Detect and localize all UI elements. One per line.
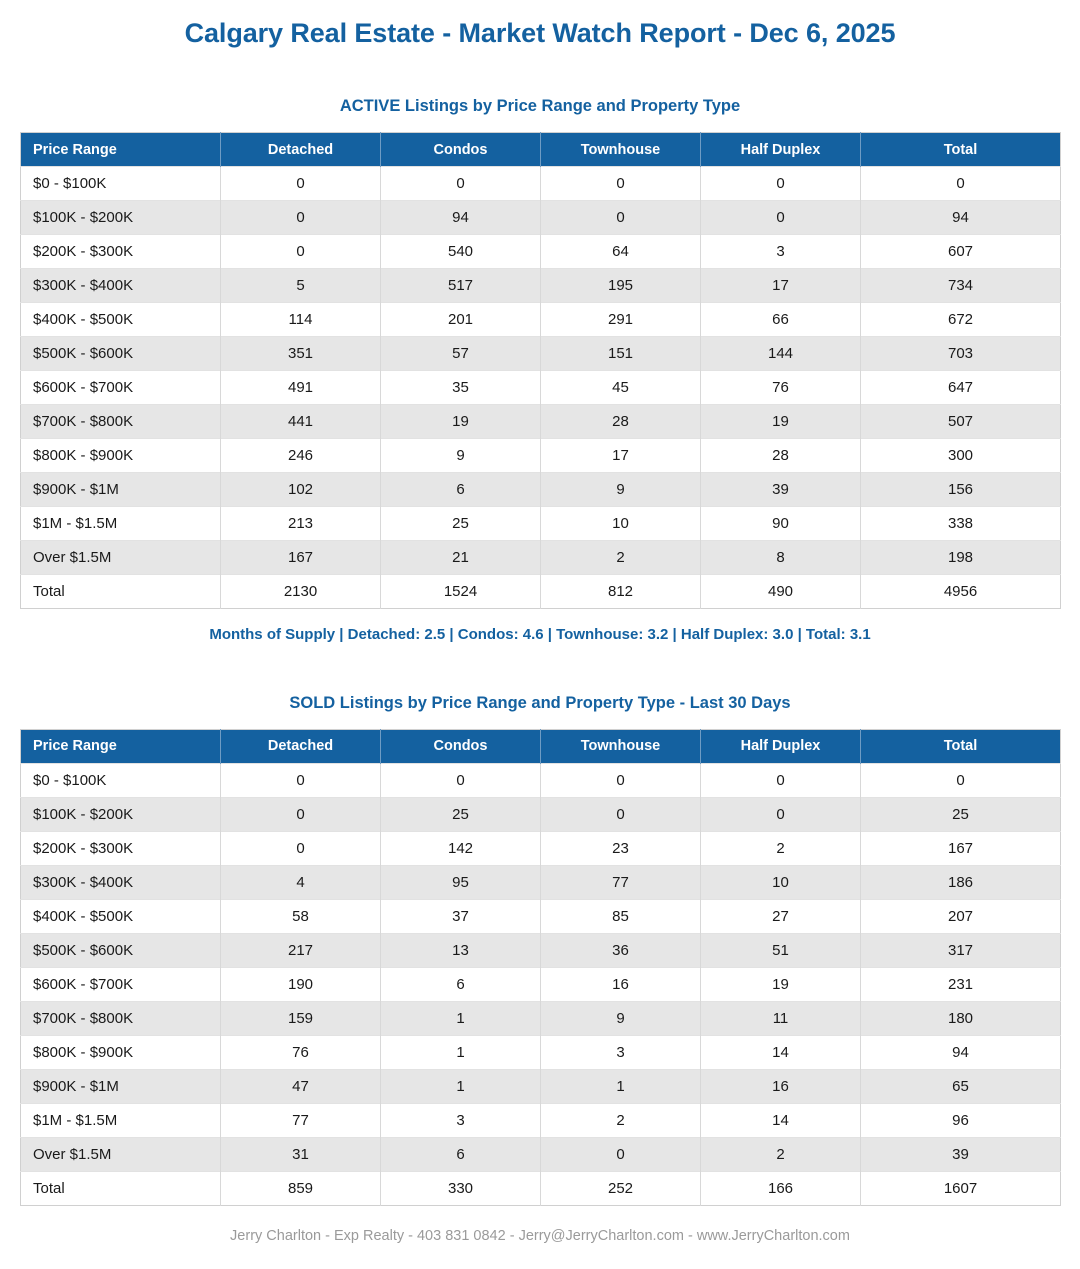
cell-condos: 1 xyxy=(381,1001,541,1035)
table-header-row xyxy=(21,729,1061,763)
cell-price-range: Total xyxy=(21,1171,221,1205)
cell-total: 0 xyxy=(861,763,1061,797)
cell-townhouse: 28 xyxy=(541,405,701,439)
table-row xyxy=(21,337,1061,371)
page-title: Calgary Real Estate - Market Watch Report - Dec 6, 2025 xyxy=(184,18,896,48)
cell-total: 734 xyxy=(861,269,1061,303)
sold-table-container xyxy=(0,729,1080,1206)
cell-half-duplex: 0 xyxy=(701,201,861,235)
cell-detached: 77 xyxy=(221,1103,381,1137)
cell-price-range: $1M - $1.5M xyxy=(21,1103,221,1137)
cell-price-range: Total xyxy=(21,575,221,609)
column-header-total: Total xyxy=(861,133,1061,167)
cell-townhouse: 0 xyxy=(541,167,701,201)
cell-townhouse: 16 xyxy=(541,967,701,1001)
cell-condos: 95 xyxy=(381,865,541,899)
cell-total: 198 xyxy=(861,541,1061,575)
active-table-body xyxy=(21,167,1061,609)
cell-total: 25 xyxy=(861,797,1061,831)
column-header-total: Total xyxy=(861,729,1061,763)
cell-detached: 0 xyxy=(221,763,381,797)
table-total-row xyxy=(21,575,1061,609)
cell-half-duplex: 16 xyxy=(701,1069,861,1103)
cell-half-duplex: 3 xyxy=(701,235,861,269)
active-table-head xyxy=(21,133,1061,167)
cell-townhouse: 252 xyxy=(541,1171,701,1205)
cell-detached: 217 xyxy=(221,933,381,967)
cell-condos: 6 xyxy=(381,1137,541,1171)
cell-townhouse: 17 xyxy=(541,439,701,473)
cell-townhouse: 36 xyxy=(541,933,701,967)
table-header-row xyxy=(21,133,1061,167)
cell-detached: 213 xyxy=(221,507,381,541)
cell-townhouse: 0 xyxy=(541,1137,701,1171)
cell-townhouse: 10 xyxy=(541,507,701,541)
cell-detached: 0 xyxy=(221,797,381,831)
cell-price-range: Over $1.5M xyxy=(21,1137,221,1171)
column-header-price-range: Price Range xyxy=(21,729,221,763)
cell-price-range: $200K - $300K xyxy=(21,235,221,269)
cell-total: 156 xyxy=(861,473,1061,507)
cell-detached: 0 xyxy=(221,235,381,269)
table-row xyxy=(21,541,1061,575)
cell-townhouse: 151 xyxy=(541,337,701,371)
cell-half-duplex: 0 xyxy=(701,797,861,831)
cell-detached: 102 xyxy=(221,473,381,507)
table-row xyxy=(21,201,1061,235)
cell-price-range: $800K - $900K xyxy=(21,439,221,473)
cell-townhouse: 0 xyxy=(541,797,701,831)
cell-total: 96 xyxy=(861,1103,1061,1137)
cell-price-range: $400K - $500K xyxy=(21,303,221,337)
table-total-row xyxy=(21,1171,1061,1205)
cell-townhouse: 23 xyxy=(541,831,701,865)
cell-detached: 47 xyxy=(221,1069,381,1103)
cell-detached: 441 xyxy=(221,405,381,439)
cell-townhouse: 64 xyxy=(541,235,701,269)
cell-total: 672 xyxy=(861,303,1061,337)
cell-price-range: $800K - $900K xyxy=(21,1035,221,1069)
cell-total: 0 xyxy=(861,167,1061,201)
cell-half-duplex: 28 xyxy=(701,439,861,473)
column-header-price-range: Price Range xyxy=(21,133,221,167)
column-header-condos: Condos xyxy=(381,729,541,763)
cell-townhouse: 85 xyxy=(541,899,701,933)
cell-half-duplex: 2 xyxy=(701,1137,861,1171)
cell-condos: 25 xyxy=(381,797,541,831)
table-row xyxy=(21,1001,1061,1035)
table-row xyxy=(21,899,1061,933)
cell-half-duplex: 76 xyxy=(701,371,861,405)
cell-price-range: $100K - $200K xyxy=(21,797,221,831)
cell-total: 703 xyxy=(861,337,1061,371)
cell-total: 231 xyxy=(861,967,1061,1001)
cell-detached: 114 xyxy=(221,303,381,337)
cell-half-duplex: 14 xyxy=(701,1035,861,1069)
cell-detached: 491 xyxy=(221,371,381,405)
cell-condos: 540 xyxy=(381,235,541,269)
cell-price-range: $200K - $300K xyxy=(21,831,221,865)
cell-condos: 201 xyxy=(381,303,541,337)
table-row xyxy=(21,303,1061,337)
column-header-condos: Condos xyxy=(381,133,541,167)
cell-total: 300 xyxy=(861,439,1061,473)
column-header-half-duplex: Half Duplex xyxy=(701,729,861,763)
sold-table-head xyxy=(21,729,1061,763)
table-row xyxy=(21,405,1061,439)
cell-half-duplex: 2 xyxy=(701,831,861,865)
column-header-detached: Detached xyxy=(221,729,381,763)
cell-condos: 1 xyxy=(381,1035,541,1069)
cell-detached: 859 xyxy=(221,1171,381,1205)
table-row xyxy=(21,439,1061,473)
cell-price-range: $0 - $100K xyxy=(21,167,221,201)
cell-price-range: $900K - $1M xyxy=(21,473,221,507)
cell-condos: 330 xyxy=(381,1171,541,1205)
cell-detached: 159 xyxy=(221,1001,381,1035)
section-spacer xyxy=(0,644,1080,694)
cell-half-duplex: 19 xyxy=(701,405,861,439)
cell-townhouse: 0 xyxy=(541,201,701,235)
cell-half-duplex: 51 xyxy=(701,933,861,967)
cell-total: 167 xyxy=(861,831,1061,865)
cell-total: 94 xyxy=(861,201,1061,235)
cell-half-duplex: 144 xyxy=(701,337,861,371)
cell-detached: 167 xyxy=(221,541,381,575)
cell-condos: 21 xyxy=(381,541,541,575)
cell-townhouse: 3 xyxy=(541,1035,701,1069)
cell-half-duplex: 17 xyxy=(701,269,861,303)
cell-price-range: $1M - $1.5M xyxy=(21,507,221,541)
cell-townhouse: 0 xyxy=(541,763,701,797)
cell-total: 207 xyxy=(861,899,1061,933)
cell-townhouse: 45 xyxy=(541,371,701,405)
table-row xyxy=(21,865,1061,899)
cell-price-range: $500K - $600K xyxy=(21,337,221,371)
table-row xyxy=(21,763,1061,797)
cell-condos: 517 xyxy=(381,269,541,303)
cell-condos: 0 xyxy=(381,167,541,201)
table-row xyxy=(21,507,1061,541)
cell-total: 607 xyxy=(861,235,1061,269)
cell-condos: 37 xyxy=(381,899,541,933)
cell-price-range: $400K - $500K xyxy=(21,899,221,933)
table-row xyxy=(21,1137,1061,1171)
cell-detached: 5 xyxy=(221,269,381,303)
cell-half-duplex: 39 xyxy=(701,473,861,507)
cell-price-range: $100K - $200K xyxy=(21,201,221,235)
column-header-townhouse: Townhouse xyxy=(541,729,701,763)
cell-half-duplex: 0 xyxy=(701,167,861,201)
months-of-supply-line: Months of Supply | Detached: 2.5 | Condos: 4.6 | Townhouse: 3.2 | Half Duplex: 3.0 | Total: 3.1 xyxy=(209,626,871,644)
table-row xyxy=(21,967,1061,1001)
cell-total: 39 xyxy=(861,1137,1061,1171)
cell-half-duplex: 90 xyxy=(701,507,861,541)
cell-half-duplex: 27 xyxy=(701,899,861,933)
cell-condos: 35 xyxy=(381,371,541,405)
table-row xyxy=(21,933,1061,967)
cell-total: 507 xyxy=(861,405,1061,439)
cell-detached: 0 xyxy=(221,201,381,235)
cell-detached: 58 xyxy=(221,899,381,933)
table-row xyxy=(21,235,1061,269)
cell-total: 65 xyxy=(861,1069,1061,1103)
sold-table-body xyxy=(21,763,1061,1205)
cell-condos: 9 xyxy=(381,439,541,473)
table-row xyxy=(21,371,1061,405)
cell-condos: 57 xyxy=(381,337,541,371)
cell-detached: 0 xyxy=(221,831,381,865)
cell-detached: 31 xyxy=(221,1137,381,1171)
cell-half-duplex: 14 xyxy=(701,1103,861,1137)
cell-price-range: $700K - $800K xyxy=(21,405,221,439)
cell-townhouse: 2 xyxy=(541,541,701,575)
sold-listings-table xyxy=(20,729,1061,1206)
cell-townhouse: 2 xyxy=(541,1103,701,1137)
cell-total: 180 xyxy=(861,1001,1061,1035)
cell-townhouse: 195 xyxy=(541,269,701,303)
cell-condos: 3 xyxy=(381,1103,541,1137)
cell-price-range: $500K - $600K xyxy=(21,933,221,967)
table-row xyxy=(21,1035,1061,1069)
column-header-half-duplex: Half Duplex xyxy=(701,133,861,167)
cell-condos: 13 xyxy=(381,933,541,967)
cell-condos: 25 xyxy=(381,507,541,541)
cell-total: 94 xyxy=(861,1035,1061,1069)
active-table-container xyxy=(0,132,1080,609)
cell-price-range: $0 - $100K xyxy=(21,763,221,797)
cell-condos: 0 xyxy=(381,763,541,797)
cell-price-range: $700K - $800K xyxy=(21,1001,221,1035)
cell-half-duplex: 66 xyxy=(701,303,861,337)
cell-detached: 190 xyxy=(221,967,381,1001)
cell-townhouse: 1 xyxy=(541,1069,701,1103)
cell-detached: 0 xyxy=(221,167,381,201)
cell-detached: 2130 xyxy=(221,575,381,609)
sold-section-title: SOLD Listings by Price Range and Property Type - Last 30 Days xyxy=(289,694,791,713)
cell-townhouse: 812 xyxy=(541,575,701,609)
cell-half-duplex: 8 xyxy=(701,541,861,575)
cell-half-duplex: 19 xyxy=(701,967,861,1001)
cell-condos: 94 xyxy=(381,201,541,235)
cell-price-range: $300K - $400K xyxy=(21,865,221,899)
table-row xyxy=(21,473,1061,507)
cell-condos: 1524 xyxy=(381,575,541,609)
cell-townhouse: 9 xyxy=(541,1001,701,1035)
cell-total: 4956 xyxy=(861,575,1061,609)
table-row xyxy=(21,1069,1061,1103)
table-row xyxy=(21,167,1061,201)
column-header-townhouse: Townhouse xyxy=(541,133,701,167)
table-row xyxy=(21,831,1061,865)
cell-townhouse: 77 xyxy=(541,865,701,899)
cell-half-duplex: 490 xyxy=(701,575,861,609)
cell-total: 186 xyxy=(861,865,1061,899)
cell-price-range: $300K - $400K xyxy=(21,269,221,303)
cell-townhouse: 9 xyxy=(541,473,701,507)
cell-half-duplex: 0 xyxy=(701,763,861,797)
cell-detached: 351 xyxy=(221,337,381,371)
footer-contact: Jerry Charlton - Exp Realty - 403 831 0842 - Jerry@JerryCharlton.com - www.JerryCharlton.com xyxy=(230,1227,850,1244)
table-row xyxy=(21,797,1061,831)
cell-half-duplex: 11 xyxy=(701,1001,861,1035)
cell-price-range: $600K - $700K xyxy=(21,967,221,1001)
table-row xyxy=(21,1103,1061,1137)
cell-detached: 76 xyxy=(221,1035,381,1069)
cell-condos: 6 xyxy=(381,473,541,507)
cell-total: 317 xyxy=(861,933,1061,967)
cell-price-range: Over $1.5M xyxy=(21,541,221,575)
cell-total: 647 xyxy=(861,371,1061,405)
cell-condos: 142 xyxy=(381,831,541,865)
column-header-detached: Detached xyxy=(221,133,381,167)
cell-total: 1607 xyxy=(861,1171,1061,1205)
table-row xyxy=(21,269,1061,303)
active-section-title: ACTIVE Listings by Price Range and Property Type xyxy=(339,97,741,116)
cell-detached: 246 xyxy=(221,439,381,473)
cell-total: 338 xyxy=(861,507,1061,541)
cell-half-duplex: 10 xyxy=(701,865,861,899)
cell-townhouse: 291 xyxy=(541,303,701,337)
cell-condos: 19 xyxy=(381,405,541,439)
cell-condos: 1 xyxy=(381,1069,541,1103)
cell-price-range: $900K - $1M xyxy=(21,1069,221,1103)
cell-half-duplex: 166 xyxy=(701,1171,861,1205)
active-listings-table xyxy=(20,132,1061,609)
cell-detached: 4 xyxy=(221,865,381,899)
cell-condos: 6 xyxy=(381,967,541,1001)
cell-price-range: $600K - $700K xyxy=(21,371,221,405)
